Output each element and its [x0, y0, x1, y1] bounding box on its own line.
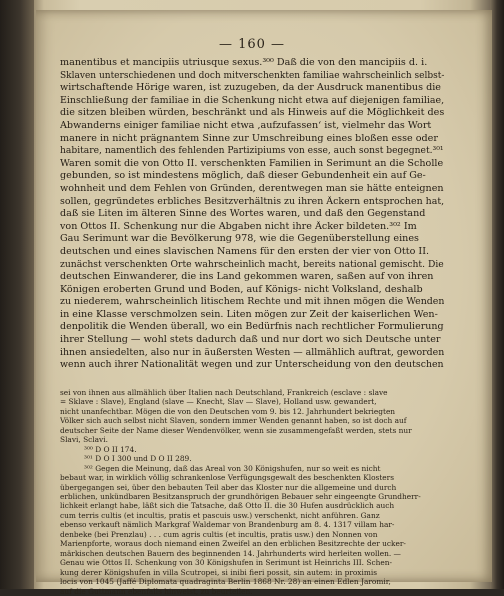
- footnotes: [60, 388, 444, 596]
- text-line: zunächst verschenkten Orte wahrscheinlich macht, bereits national gemischt. Die: [60, 258, 444, 270]
- page-edge: [490, 0, 504, 589]
- text-line: daß sie Liten im älteren Sinne des Wortes waren, und daß den Gegenstand: [60, 208, 426, 220]
- text-line: denpolitik die Wenden überall, wo ein Bedürfnis nach rechtlicher Formulierung: [60, 321, 444, 333]
- footnote-line: Völker sich auch selbst nicht Slaven, sondern immer Wenden genannt haben, so ist doch auf: [60, 416, 407, 426]
- text-line: gebunden, so ist mindestens möglich, daß dieser Gebundenheit ein auf Ge-: [60, 170, 426, 182]
- footnote-line: erblichen, unkündbaren Besitzanspruch der grundhörigen Bebauer sehr eingeengte Grundherr-: [60, 491, 421, 501]
- book-spine: [0, 0, 34, 589]
- text-line: von Ottos II. Schenkung nur die Abgaben nicht ihre Äcker bildeten.³⁰² Im: [60, 220, 417, 232]
- text-line: Königen eroberten Grund und Boden, auf Königs- nicht Volksland, deshalb: [60, 283, 423, 295]
- text-line: in eine Klasse verschmolzen sein. Liten mögen zur Zeit der kaiserlichen Wen-: [60, 308, 438, 320]
- text-line: Gau Serimunt war die Bevölkerung 978, wie die Gegenüberstellung eines: [60, 233, 419, 245]
- footnote-line: ³⁰¹ D O I 300 und D O II 289.: [84, 454, 192, 464]
- page-number: — 160 —: [218, 37, 286, 52]
- text-line: manentibus et mancipiis utriusque sexus.³⁰⁰ Daß die von den mancipiis d. i.: [60, 57, 428, 68]
- text-line: zu niederem, wahrscheinlich litischem Rechte und mit ihnen mögen die Wenden: [60, 296, 444, 308]
- footnote-line: bebaut war, in wirklich völlig schrankenlose Verfügungsgewalt des beschenkten Klosters: [60, 473, 395, 483]
- footnote-line: übergegangen sei, über den bebauten Teil aber das Kloster nur die allgemeine und durch: [60, 482, 397, 492]
- footnote-line: = Sklave : Slave), England (slave — Knecht, Slav — Slave), Holland usw. gewandert,: [60, 397, 377, 407]
- text-line: deutschen und eines slavischen Namens für den ersten der vier von Otto II.: [60, 245, 430, 257]
- footnote-line: lichkeit erlangt habe, läßt sich die Tatsache, daß Otto II. die 30 Hufen ausdrücklich auch: [60, 501, 395, 511]
- footnote-line: ebenso verkauft nämlich Markgraf Waldemar von Brandenburg am 8. 4. 1317 villam har-: [60, 520, 395, 530]
- text-line: Einschließung der familiae in die Schenkung nicht etwa auf diejenigen familiae,: [60, 94, 444, 106]
- footnote-line: auf die Guttmann ebenfalls hinweist, zu beurteilen.: [60, 586, 253, 596]
- footnote-line: Slavi, Sclavi.: [60, 435, 108, 445]
- footnote-line: ³⁰² Gegen die Meinung, daß das Areal von 30 Königshufen, nur so weit es nicht: [84, 463, 381, 473]
- footnote-line: märkischen deutschen Bauern des beginnenden 14. Jahrhunderts wird herleiten wollen. —: [60, 548, 401, 558]
- text-line: manere in nicht prägnantem Sinne zur Umschreibung eines bloßen esse oder: [60, 132, 438, 144]
- text-line: ihnen ansiedelten, also nur in äußersten Westen — allmählich auftrat, geworden: [60, 346, 444, 358]
- footnote-line: cum terris cultis (et incultis, pratis et pascuis usw.) verschenkt, nicht anführen. Ganz: [60, 510, 380, 520]
- footnote-line: nicht unanfechtbar. Mögen die von den Deutschen vom 9. bis 12. Jahrhundert bekriegten: [60, 406, 396, 416]
- text-line: habitare, namentlich des fehlenden Partizipiums von esse, auch sonst begegnet.³⁰¹: [60, 145, 444, 157]
- text-line: ihrer Stellung — wohl stets dadurch daß und nur dort wo sich Deutsche unter: [60, 334, 441, 346]
- footnote-line: Marienpforte, woraus doch niemand einen Zweifel an den erblichen Besitzrechte der ucker-: [60, 539, 406, 549]
- text-line: Abwanderns einiger familiae nicht etwa ‚aufzufassen‘ ist, vielmehr das Wort: [60, 119, 432, 131]
- text-line: die sitzen bleiben würden, beschränkt und als Hinweis auf die Möglichkeit des: [60, 107, 444, 119]
- footnote-line: sei von ihnen aus allmählich über Italien nach Deutschland, Frankreich (esclave : slave: [60, 388, 388, 397]
- footnote-line: denbeke (bei Prenzlau) . . . cum agris cultis (et incultis, pratis usw.) den Nonnen von: [60, 529, 378, 539]
- text-line: Sklaven unterschiedenen und doch mitverschenkten familiae wahrscheinlich selbst-: [60, 69, 444, 81]
- footnote-line: ³⁰⁰ D O II 174.: [84, 444, 137, 454]
- footnote-line: deutscher Seite der Name dieser Wendenvölker, wenn sie zusammengefaßt werden, stets nur: [60, 425, 412, 435]
- text-line: sollen, gegründetes erbliches Besitzverhältnis zu ihren Äckern entsprochen hat,: [60, 195, 444, 207]
- footnote-line: Genau wie Ottos II. Schenkung von 30 Königshufen in Serimunt ist Heinrichs III. Schen-: [60, 558, 392, 568]
- text-line: wenn auch ihrer Nationalität wegen und zur Unterscheidung von den deutschen: [60, 359, 444, 371]
- main-text: [60, 57, 444, 372]
- footnote-line: kung derer Königshufen in villa Scutropei, si inibi fieri possit, sin autem: in proximis: [60, 567, 377, 577]
- text-line: Waren somit die von Otto II. verschenkten Familien in Serimunt an die Scholle: [60, 157, 444, 169]
- text-line: wohnheit und dem Fehlen von Gründen, derentwegen man sie hätte enteignen: [60, 182, 444, 194]
- footnote-line: locis von 1045 (Jaffé Diplomata quadraginta Berlin 1868 Nr. 28) an einen Edlen Jaromir,: [60, 577, 391, 587]
- text-line: deutschen Einwanderer, die ins Land gekommen waren, saßen auf von ihren: [60, 271, 434, 283]
- text-line: wirtschaftende Hörige waren, ist zuzugeben, da der Ausdruck manentibus die: [60, 82, 441, 94]
